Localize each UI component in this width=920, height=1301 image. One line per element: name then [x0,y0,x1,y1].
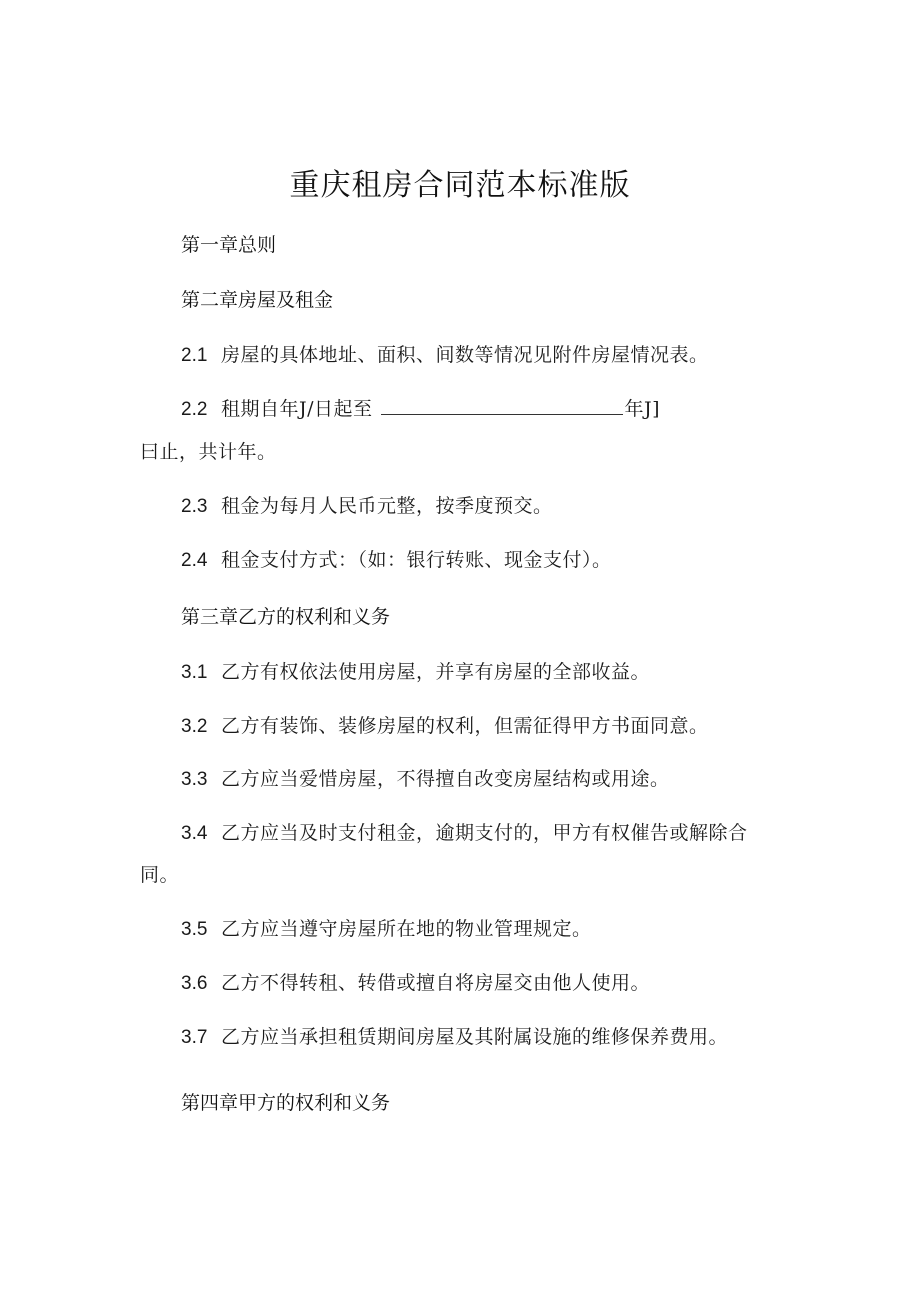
clause-text: 乙方应当遵守房屋所在地的物业管理规定。 [221,918,592,940]
clause-3-6 [181,968,650,995]
clause-text: 租期自年J∕日起至 [221,398,373,420]
clause-number: 2.2 [181,399,208,420]
clause-text: 乙方应当爱惜房屋，不得擅自改变房屋结构或用途。 [221,768,670,790]
clause-3-4-continuation: 同。 [140,864,180,886]
clause-text: 乙方不得转租、转借或擅自将房屋交由他人使用。 [221,972,651,994]
clause-number: 3.3 [181,769,208,790]
clause-number: 2.4 [181,550,208,571]
clause-text: 乙方有权依法使用房屋，并享有房屋的全部收益。 [221,661,651,683]
clause-number: 3.4 [181,823,208,844]
clause-number: 3.1 [181,662,208,683]
clause-2-4 [181,545,612,572]
clause-text: 乙方有装饰、装修房屋的权利，但需征得甲方书面同意。 [221,715,709,737]
clause-2-2 [181,394,660,421]
clause-text: 租金为每月人民币元整，按季度预交。 [221,495,553,517]
clause-number: 2.1 [181,345,208,366]
clause-3-3 [181,764,670,791]
clause-2-2-continuation: 曰止，共计年。 [140,441,277,463]
clause-number: 3.5 [181,919,208,940]
clause-2-1 [181,340,709,367]
clause-2-3 [181,491,553,518]
chapter-2-heading: 第二章房屋及租金 [181,289,334,311]
clause-number: 3.7 [181,1027,208,1048]
clause-text: 乙方应当承担租赁期间房屋及其附属设施的维修保养费用。 [221,1026,729,1048]
document-title: 重庆租房合同范本标准版 [289,168,631,203]
clause-text: 乙方应当及时支付租金，逾期支付的，甲方有权催告或解除合 [221,822,748,844]
chapter-3-heading: 第三章乙方的权利和义务 [181,606,391,628]
clause-text: 房屋的具体地址、面积、间数等情况见附件房屋情况表。 [221,344,709,366]
blank-underline [381,399,623,415]
clause-3-7 [181,1022,728,1049]
clause-3-2 [181,711,709,738]
clause-3-5 [181,914,592,941]
clause-text-tail: 年J] [624,398,661,420]
chapter-4-heading: 第四章甲方的权利和义务 [181,1092,391,1114]
chapter-1-heading: 第一章总则 [181,234,277,256]
clause-number: 3.6 [181,973,208,994]
clause-number: 3.2 [181,716,208,737]
clause-3-1 [181,657,650,684]
clause-text: 租金支付方式：（如：银行转账、现金支付）。 [221,549,612,571]
clause-3-4 [181,818,748,845]
clause-number: 2.3 [181,496,208,517]
